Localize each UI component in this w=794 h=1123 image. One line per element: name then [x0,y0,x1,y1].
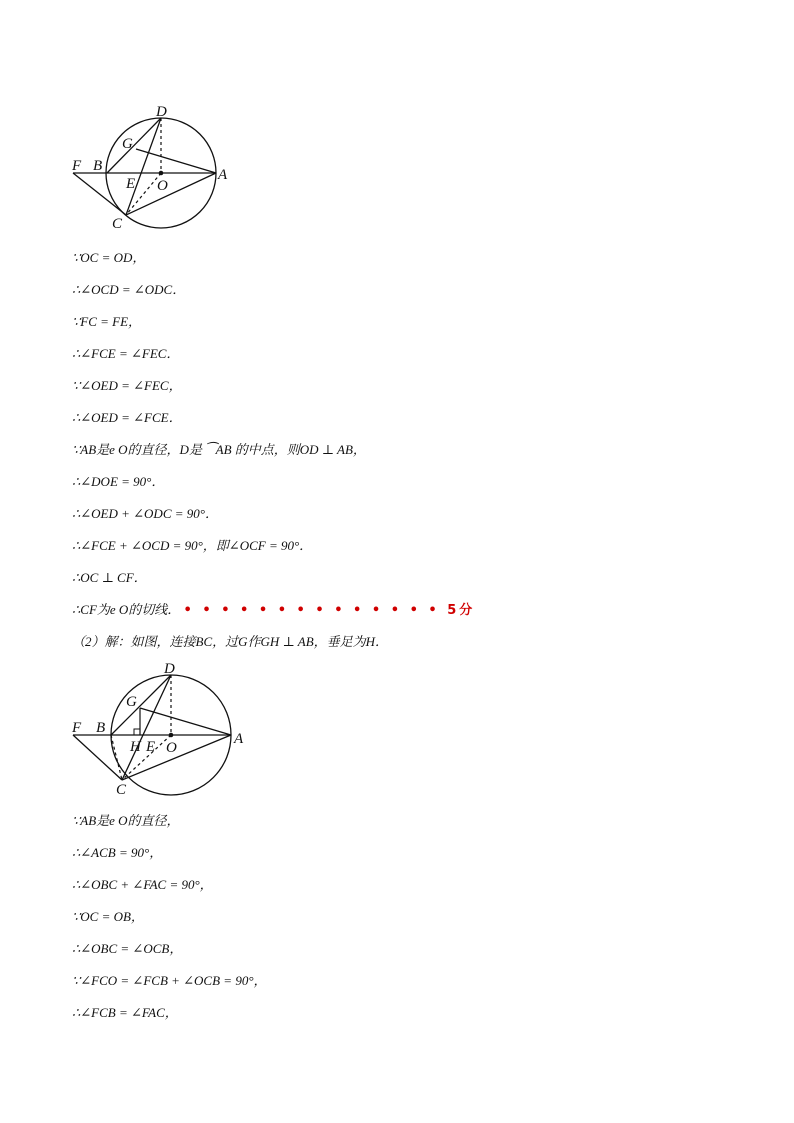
proof-line-15: ∴∠OBC + ∠FAC = 90°， [72,877,213,892]
proof-line-1: ∵OC = OD， [72,250,146,265]
part-2-intro: （2）解：如图，连接BC，过G作GH ⊥ AB，垂足为H． [72,634,389,649]
proof-line-13: ∵AB是e O的直径， [72,813,180,828]
label-b: B [96,720,106,736]
segment-fc [73,735,122,780]
center-point-o [169,733,174,738]
geometry-figure-2 [60,656,260,806]
segment-ga [136,149,216,173]
proof-line-18: ∵∠FCO = ∠FCB + ∠OCB = 90°， [72,973,267,988]
proof-line-14: ∴∠ACB = 90°， [72,845,163,860]
label-h: H [130,739,141,755]
proof-line-9: ∴∠OED + ∠ODC = 90°． [72,506,218,521]
score-marker: • • • • • • • • • • • • • • 5分 [183,603,476,618]
proof-line-16: ∵OC = OB， [72,909,144,924]
label-a: A [218,167,228,183]
label-g: G [122,136,133,152]
label-g: G [126,694,137,710]
proof-line-11: ∴OC ⊥ CF． [72,570,147,585]
label-c: C [116,782,127,798]
proof-line-10: ∴∠FCE + ∠OCD = 90°，即∠OCF = 90°． [72,538,313,553]
label-e: E [126,176,136,192]
label-d: D [156,104,167,120]
center-point-o [159,171,164,176]
proof-line-4: ∴∠FCE = ∠FEC． [72,346,180,361]
proof-line-5: ∵∠OED = ∠FEC， [72,378,182,393]
proof-line-7: ∵AB是e O的直径，D是 ⁀AB 的中点，则OD ⊥ AB， [72,442,366,457]
right-angle-mark [134,729,140,735]
proof-line-2: ∴∠OCD = ∠ODC． [72,282,186,297]
proof-conclusion: ∴CF为e O的切线． [72,602,181,617]
segment-ga [140,708,231,735]
proof-line-12 [72,601,475,620]
segment-bd [111,675,171,735]
proof-line-19: ∴∠FCB = ∠FAC， [72,1005,178,1020]
label-d: D [164,661,175,677]
segment-fc [73,173,126,215]
proof-line-17: ∴∠OBC = ∠OCB， [72,941,183,956]
label-o: O [166,740,177,756]
label-a: A [234,731,244,747]
proof-line-8: ∴∠DOE = 90°． [72,474,165,489]
segment-bc-dashed [111,735,122,780]
proof-line-6: ∴∠OED = ∠FCE． [72,410,182,425]
label-c: C [112,216,123,232]
label-e: E [146,739,156,755]
geometry-figure-1 [60,100,250,240]
label-o: O [157,178,168,194]
segment-bd [107,118,161,173]
segment-cd [122,675,171,780]
proof-line-3: ∵FC = FE， [72,314,142,329]
label-f: F [72,158,82,174]
label-f: F [72,720,82,736]
label-b: B [93,158,103,174]
